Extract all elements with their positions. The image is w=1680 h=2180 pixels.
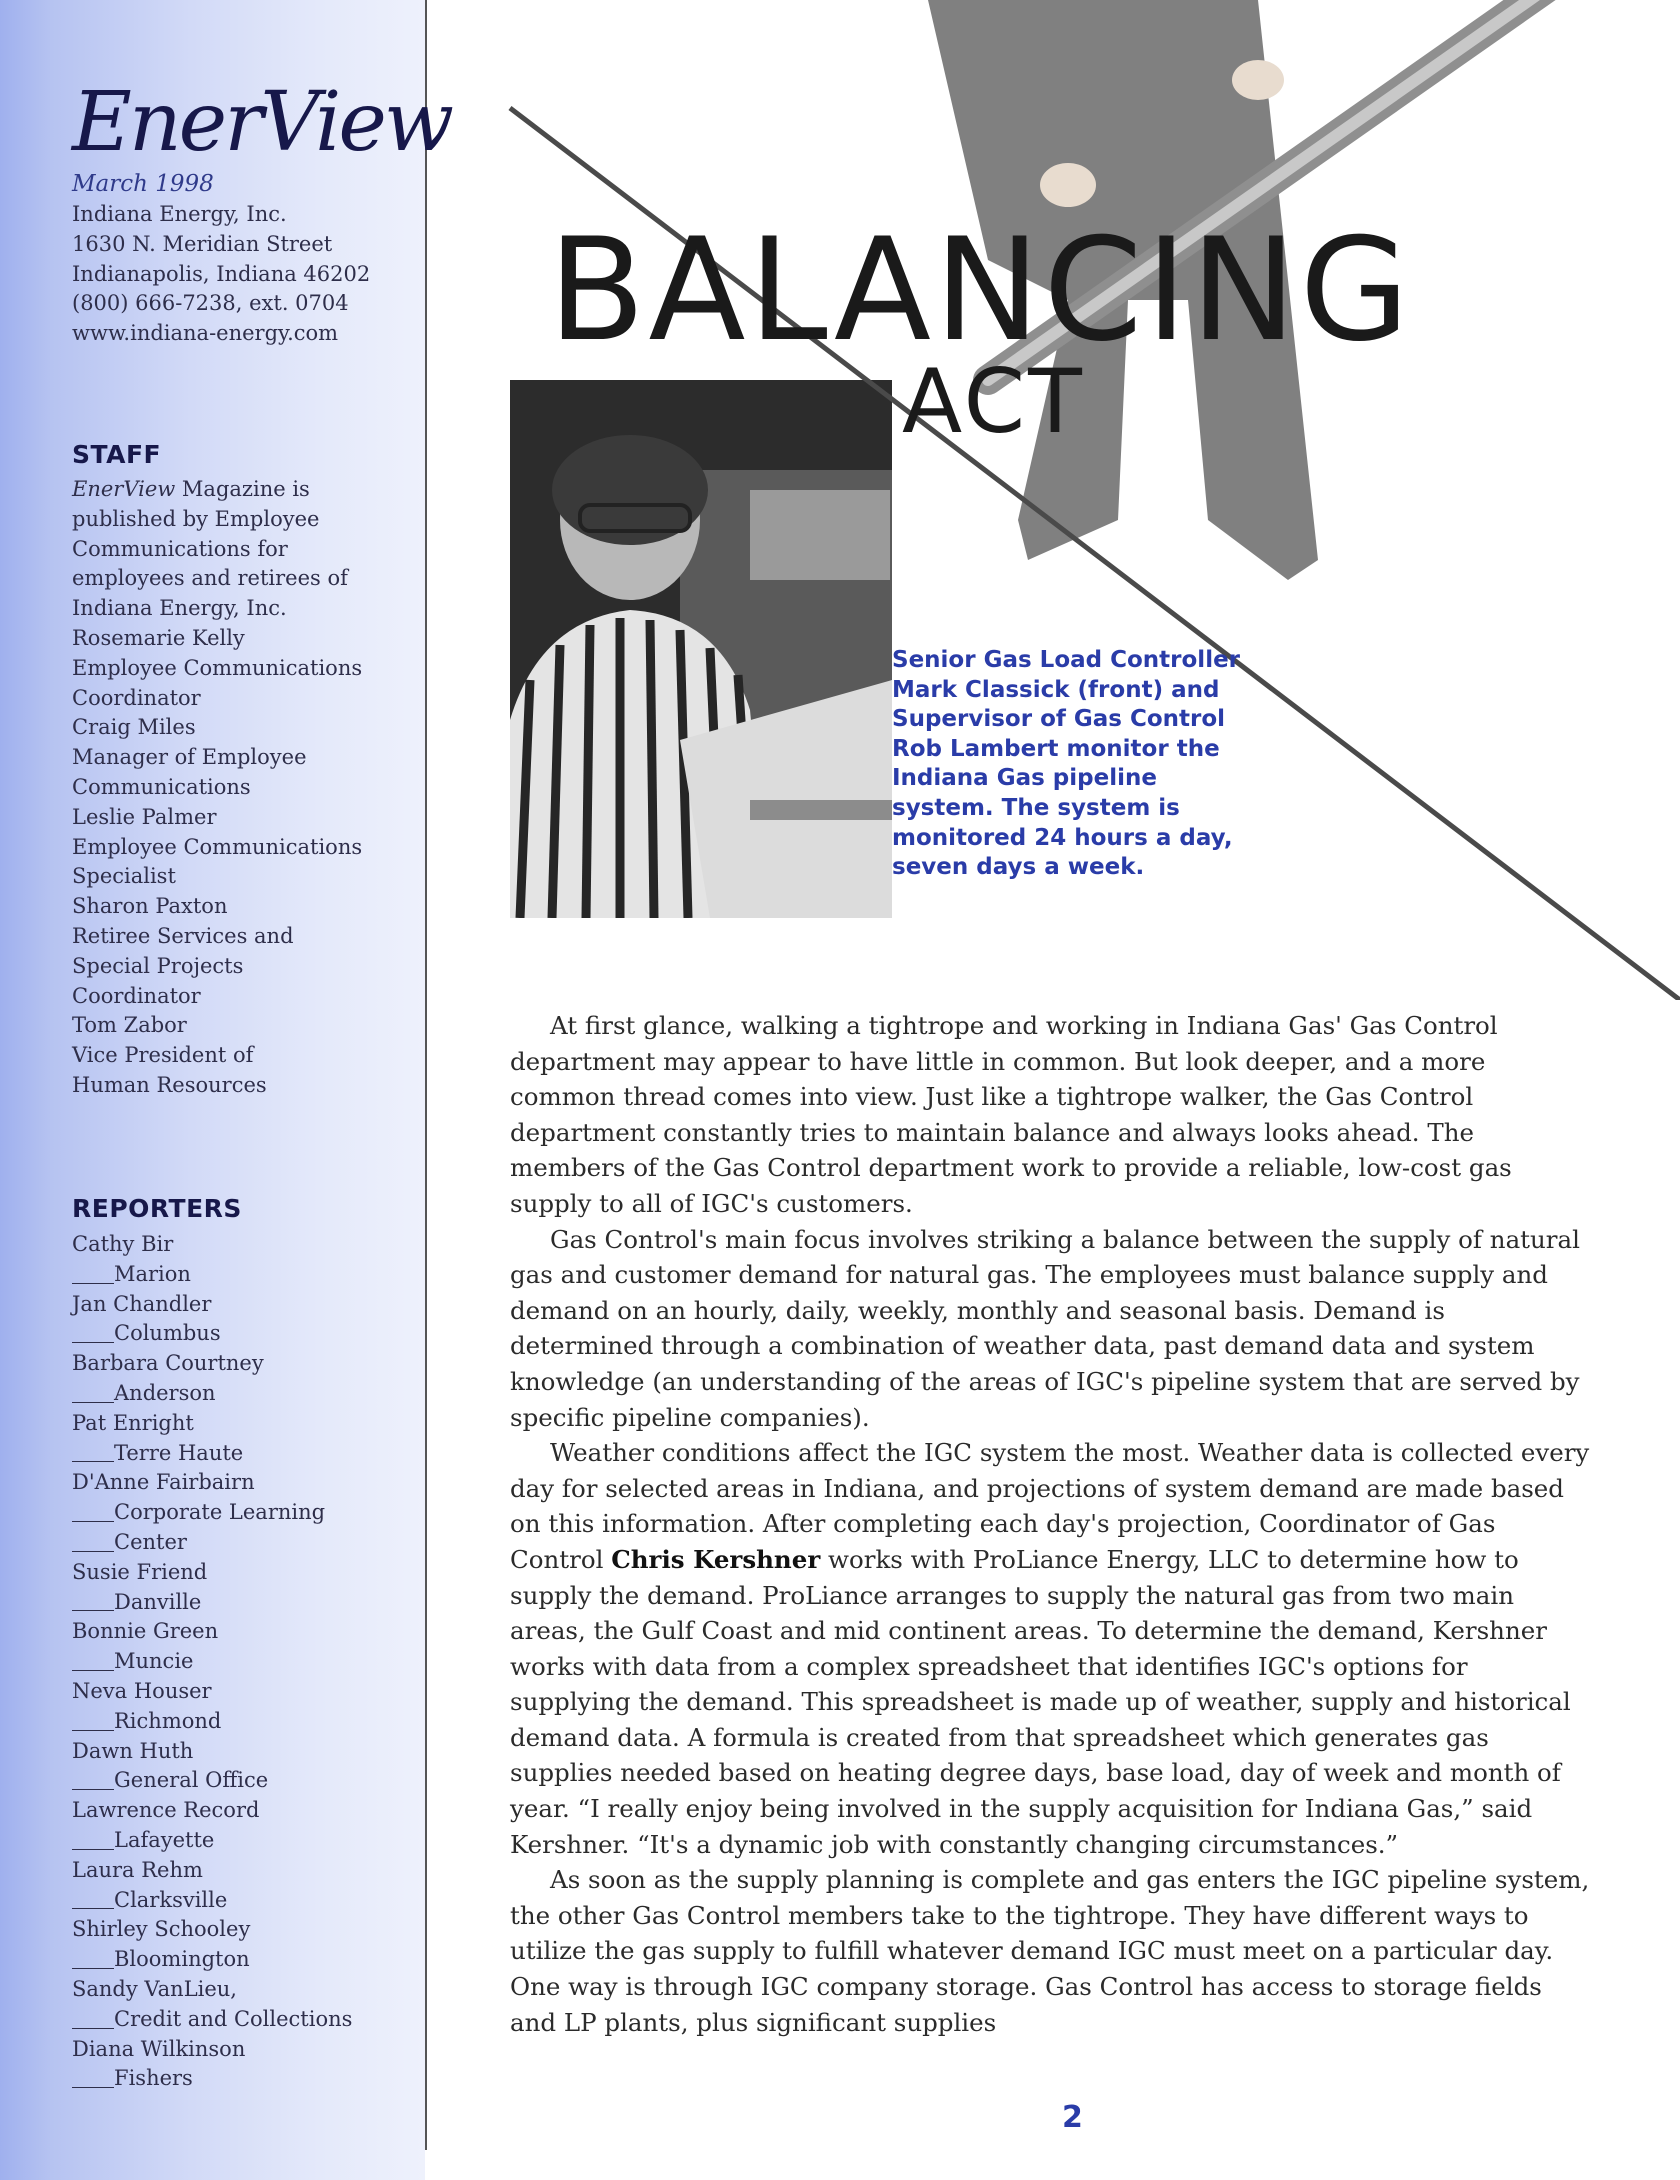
- reporters-heading: REPORTERS: [72, 1194, 242, 1223]
- article-body: [510, 1008, 1590, 2040]
- reporter-location: Fishers: [72, 2064, 352, 2094]
- reporter-name: Bonnie Green: [72, 1619, 219, 1644]
- staff-title: Specialist: [72, 864, 176, 889]
- reporter-name: Shirley Schooley: [72, 1917, 251, 1942]
- article-paragraph: Gas Control's main focus involves striking a balance between the supply of natural gas and customer demand for natural gas. The employees must balance supply and demand on an hourly, daily, weekly, monthly and seasonal basis. Demand is determined through a combination of weather data, past demand data and system knowledge (an understanding of the areas of IGC's pipeline system that are served by specific pipeline companies).: [510, 1224, 1580, 1432]
- staff-name: Craig Miles: [72, 715, 196, 740]
- address-line: www.indiana-energy.com: [72, 321, 339, 346]
- reporter-location: Richmond: [72, 1707, 352, 1737]
- reporter-location: General Office: [72, 1766, 352, 1796]
- staff-title: Retiree Services and: [72, 923, 294, 948]
- reporter-name: Lawrence Record: [72, 1798, 260, 1823]
- staff-intro-line: Indiana Energy, Inc.: [72, 596, 287, 621]
- reporter-location: Anderson: [72, 1379, 352, 1409]
- staff-intro-line: published by Employee: [72, 506, 320, 531]
- reporter-location: Corporate Learning: [72, 1498, 352, 1528]
- staff-name: Tom Zabor: [72, 1013, 187, 1038]
- column-divider: [425, 0, 427, 2150]
- address-line: 1630 N. Meridian Street: [72, 231, 333, 256]
- publisher-address: [72, 200, 370, 349]
- reporter-location: Muncie: [72, 1647, 352, 1677]
- staff-heading: STAFF: [72, 440, 162, 469]
- article-paragraph: As soon as the supply planning is complete and gas enters the IGC pipeline system, the other Gas Control members take to the tightrope. They have different ways to utilize the gas supply to fulfill whatever demand IGC must meet on a particular day. One way is through IGC company storage. Gas Control has access to storage fields and LP plants, plus significant supplies: [510, 1865, 1590, 2037]
- staff-title: Manager of Employee: [72, 745, 307, 770]
- reporter-location: Credit and Collections: [72, 2005, 352, 2035]
- highlighted-name: Chris Kershner: [611, 1544, 821, 1574]
- reporter-name: Dawn Huth: [72, 1738, 194, 1763]
- staff-name: Rosemarie Kelly: [72, 625, 245, 650]
- staff-title: Employee Communications: [72, 655, 363, 680]
- reporter-name: Laura Rehm: [72, 1857, 203, 1882]
- masthead-logo: EnerView: [72, 75, 452, 170]
- reporter-location: Clarksville: [72, 1886, 352, 1916]
- staff-name: Sharon Paxton: [72, 894, 228, 919]
- staff-title: Human Resources: [72, 1072, 267, 1097]
- page-number: 2: [1062, 2100, 1083, 2135]
- reporter-name: Sandy VanLieu,: [72, 1976, 237, 2001]
- reporter-name: Pat Enright: [72, 1410, 194, 1435]
- reporter-location: Marion: [72, 1260, 352, 1290]
- address-line: Indiana Energy, Inc.: [72, 202, 287, 226]
- photo-caption: Senior Gas Load Controller Mark Classick (front) and Supervisor of Gas Control Rob Lambert monitor the Indiana Gas pipeline system. The system is monitored 24 hours a day, seven days a week.: [892, 647, 1241, 881]
- reporter-location: Center: [72, 1528, 352, 1558]
- staff-title: Employee Communications: [72, 834, 363, 859]
- staff-name: Leslie Palmer: [72, 804, 217, 829]
- staff-title: Communications: [72, 774, 251, 799]
- article-paragraph: At first glance, walking a tightrope and working in Indiana Gas' Gas Control department may appear to have little in common. But look deeper, and a more common thread comes into view. Just like a tightrope walker, the Gas Control department constantly tries to maintain balance and always looks ahead. The members of the Gas Control department work to provide a reliable, low-cost gas supply to all of IGC's customers.: [510, 1011, 1512, 1218]
- reporter-name: Susie Friend: [72, 1559, 208, 1584]
- staff-intro-line: employees and retirees of: [72, 566, 348, 591]
- staff-intro-line: Communications for: [72, 536, 288, 561]
- article-title: BALANCING: [548, 208, 1413, 373]
- reporter-name: Neva Houser: [72, 1678, 212, 1703]
- reporter-location: Bloomington: [72, 1945, 352, 1975]
- staff-list: [72, 475, 362, 1101]
- reporter-location: Terre Haute: [72, 1439, 352, 1469]
- reporter-location: Danville: [72, 1588, 352, 1618]
- staff-title: Vice President of: [72, 1043, 254, 1068]
- address-line: (800) 666-7238, ext. 0704: [72, 291, 349, 316]
- reporter-location: Lafayette: [72, 1826, 352, 1856]
- address-line: Indianapolis, Indiana 46202: [72, 261, 371, 286]
- magazine-name: EnerView: [72, 477, 176, 501]
- article-title-act: ACT: [902, 350, 1085, 453]
- staff-title: Special Projects: [72, 953, 244, 978]
- staff-intro: EnerView Magazine is: [72, 477, 310, 501]
- staff-title: Coordinator: [72, 685, 201, 710]
- reporter-name: Barbara Courtney: [72, 1351, 264, 1376]
- reporters-list: [72, 1230, 352, 2094]
- reporter-name: Jan Chandler: [72, 1291, 212, 1316]
- issue-date: March 1998: [72, 171, 214, 197]
- reporter-name: Diana Wilkinson: [72, 2036, 246, 2061]
- reporter-name: Cathy Bir: [72, 1232, 174, 1256]
- staff-title: Coordinator: [72, 983, 201, 1008]
- article-paragraph: Weather conditions affect the IGC system the most. Weather data is collected every day for selected areas in Indiana, and projections of system demand are made based on this information. After completing each day's projection, Coordinator of Gas Control Chris Kershner works with ProLiance Energy, LLC to determine how to supply the demand. ProLiance arranges to supply the natural gas from two main areas, the Gulf Coast and mid continent areas. To determine the demand, Kershner works with data from a complex spreadsheet that identifies IGC's options for supplying the demand. This spreadsheet is made up of weather, supply and historical demand data. A formula is created from that spreadsheet which generates gas supplies needed based on heating degree days, base load, day of week and month of year. “I really enjoy being involved in the supply acquisition for Indiana Gas,” said Kershner. “It's a dynamic job with constantly changing circumstances.”: [510, 1438, 1590, 1859]
- reporter-name: D'Anne Fairbairn: [72, 1470, 255, 1495]
- reporter-location: Columbus: [72, 1319, 352, 1349]
